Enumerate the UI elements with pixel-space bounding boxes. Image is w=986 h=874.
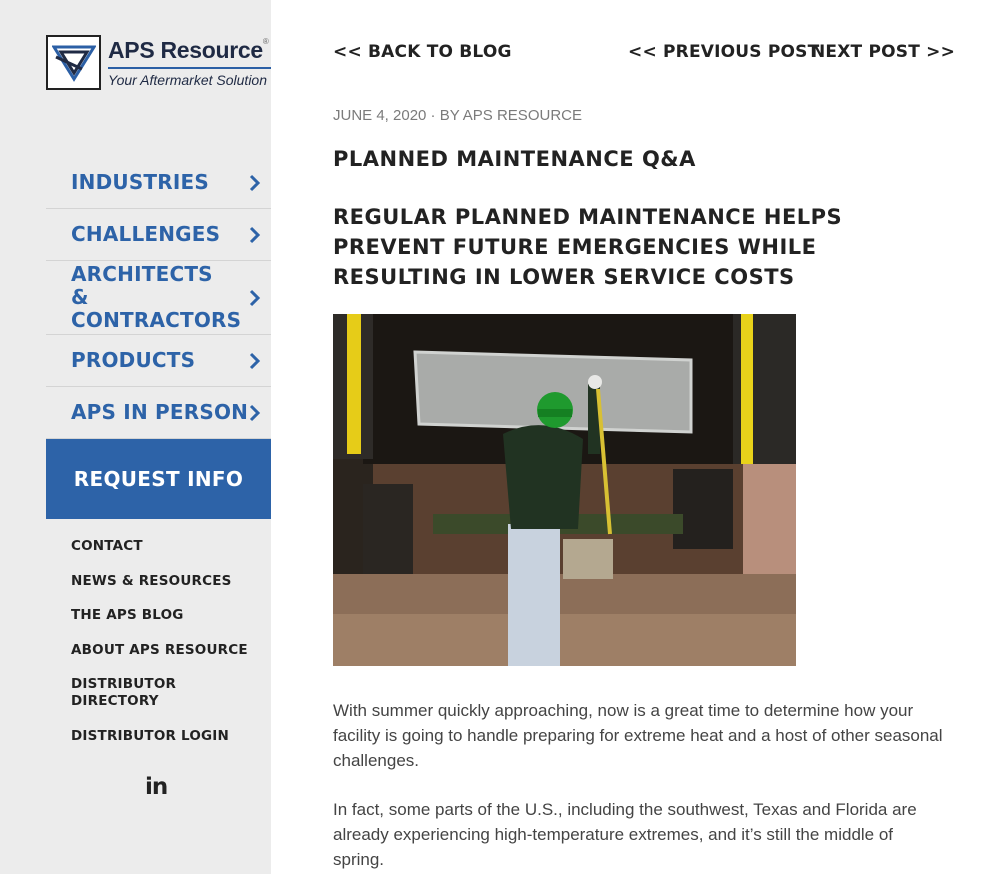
link-news-resources[interactable]: NEWS & RESOURCES [71,572,232,589]
nav-item-label: INDUSTRIES [71,170,209,194]
brand-tagline: Your Aftermarket Solution [108,72,268,88]
chevron-right-icon [249,352,261,370]
post-title: PLANNED MAINTENANCE Q&A [333,147,696,171]
brand-rule [108,67,271,69]
previous-post-link[interactable]: << PREVIOUS POST [628,42,820,62]
back-to-blog-link[interactable]: << BACK TO BLOG [333,42,512,62]
nav-item-label: APS IN PERSON [71,400,249,424]
sidebar [0,0,271,874]
post-subheading: REGULAR PLANNED MAINTENANCE HELPS PREVENT FUTURE EMERGENCIES WHILE RESULTING IN LOWER SERVICE COSTS [333,205,843,289]
link-distributor-directory[interactable]: DISTRIBUTOR DIRECTORY [71,676,177,709]
nav-item-aps-in-person[interactable] [46,387,271,439]
secondary-nav [71,538,248,762]
logo-mark-icon [46,35,101,90]
brand-logo[interactable] [46,35,271,91]
chevron-right-icon [249,289,261,307]
nav-item-label: ARCHITECTS & CONTRACTORS [71,262,242,332]
primary-nav [46,157,271,439]
request-info-label: REQUEST INFO [73,467,244,491]
linkedin-icon[interactable]: in [145,774,168,800]
post-meta: JUNE 4, 2020 · BY APS RESOURCE [333,107,582,124]
link-aps-blog[interactable]: THE APS BLOG [71,607,184,623]
nav-item-industries[interactable] [46,157,271,209]
post-photo [333,314,796,666]
post-paragraph: With summer quickly approaching, now is a great time to determine how your facility is going to handle preparing for extreme heat and a host of other seasonal challenges. [333,701,943,770]
link-distributor-login[interactable]: DISTRIBUTOR LOGIN [71,727,230,744]
nav-item-label: PRODUCTS [71,348,196,372]
chevron-right-icon [249,226,261,244]
post-paragraph: In fact, some parts of the U.S., including the southwest, Texas and Florida are already experiencing high-temperature extremes, and it’s still the middle of spring. [333,800,917,869]
request-info-button[interactable] [46,439,271,519]
nav-item-products[interactable] [46,335,271,387]
brand-name: APS Resource® [108,37,269,63]
link-about-aps-resource[interactable]: ABOUT APS RESOURCE [71,641,248,658]
next-post-link[interactable]: NEXT POST >> [811,42,956,62]
nav-item-label: CHALLENGES [71,222,221,246]
nav-item-challenges[interactable] [46,209,271,261]
nav-item-architects-contractors[interactable] [46,261,271,335]
link-contact[interactable]: CONTACT [71,538,143,554]
chevron-right-icon [249,174,261,192]
chevron-right-icon [249,404,261,422]
